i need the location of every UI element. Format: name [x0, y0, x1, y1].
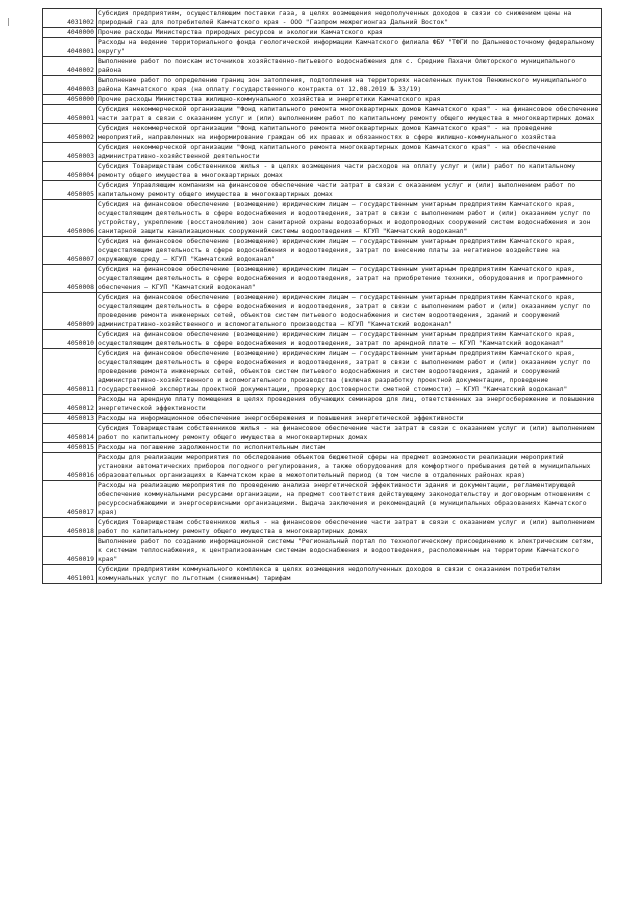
table-row [43, 443, 602, 453]
row-code: 4050008 [43, 265, 97, 293]
row-code: 4050013 [43, 414, 97, 424]
row-description: Субсидия на финансовое обеспечение (возмещение) юридическим лицам – государственным унитарным предприятиям Камчатского края, осуществляющим деятельность в сфере водоснабжения и водоотведения, затрат по арендной плате – КГУП "Камчатский водоканал" [97, 330, 602, 349]
table-body [43, 9, 602, 584]
row-description: Расходы на реализацию мероприятия по проведению анализа энергетической эффективности здания и документации, регламентирующей обеспечение коммунальными ресурсами организации, на предмет соответствия действующему законодательству и договорным отношениям с ресурсоснабжающими и энергосервисными организациями. Выдача заключения и рекомендаций (в муниципальных образованиях Камчатского края) [97, 481, 602, 518]
row-code: 4050015 [43, 443, 97, 453]
row-description: Расходы на арендную плату помещения в целях проведения обучающих семинаров для лиц, ответственных за энергосбережение и повышение энергетической эффективности [97, 395, 602, 414]
row-description: Субсидии предприятиям коммунального комплекса в целях возмещения недополученных доходов в связи с оказанием потребителям коммунальных услуг по льготным (сниженным) тарифам [97, 565, 602, 584]
table-row [43, 9, 602, 28]
row-code: 4050011 [43, 349, 97, 395]
row-description: Субсидия на финансовое обеспечение (возмещение) юридическим лицам – государственным унитарным предприятиям Камчатского края, осуществляющим деятельность в сфере водоснабжения и водоотведения, затрат по внесению платы за негативное воздействие на окружающую среду – КГУП "Камчатский водоканал" [97, 237, 602, 265]
row-code: 4050002 [43, 124, 97, 143]
row-description: Субсидия Товариществам собственников жилья - на финансовое обеспечение части затрат в связи с оказанием услуг и (или) выполнением работ по капитальному ремонту общего имущества в многоквартирных домах [97, 518, 602, 537]
table-row [43, 537, 602, 565]
row-description: Расходы на информационное обеспечение энергосбережения и повышения энергетической эффективности [97, 414, 602, 424]
table-row [43, 143, 602, 162]
row-code: 4050014 [43, 424, 97, 443]
row-description: Прочие расходы Министерства природных ресурсов и экологии Камчатского края [97, 28, 602, 38]
expense-codes-table [42, 8, 602, 584]
row-description: Субсидия предприятиям, осуществляющим поставки газа, в целях возмещения недополученных доходов в связи со снижением цены на природный газ для потребителей Камчатского края - ООО "Газпром межрегионгаз Дальний Восток" [97, 9, 602, 28]
row-description: Выполнение работ по поискам источников хозяйственно-питьевого водоснабжения для с. Средние Пахачи Олюторского муниципального района [97, 57, 602, 76]
row-description: Субсидия некоммерческой организации "Фонд капитального ремонта многоквартирных домов Камчатского края" - на обеспечение административно-хозяйственной деятельности [97, 143, 602, 162]
row-code: 4050004 [43, 162, 97, 181]
table-row [43, 38, 602, 57]
row-description: Субсидия некоммерческой организации "Фонд капитального ремонта многоквартирных домов Камчатского края" - на финансовое обеспечение части затрат в связи с оказанием услуг и (или) выполнением работ по капитальному ремонту общего имущества в многоквартирных домах [97, 105, 602, 124]
table-row [43, 237, 602, 265]
row-code: 4050019 [43, 537, 97, 565]
row-description: Выполнение работ по созданию информационной системы "Региональный портал по технологическому присоединению к электрическим сетям, к системам теплоснабжения, к централизованным системам водоснабжения и водоотведения, расположенным на территории Камчатского края" [97, 537, 602, 565]
row-code: 4050007 [43, 237, 97, 265]
table-row [43, 349, 602, 395]
row-description: Расходы на ведение территориального фонда геологической информации Камчатского филиала ФБУ "ТФГИ по Дальневосточному федеральному округу" [97, 38, 602, 57]
row-description: Субсидия некоммерческой организации "Фонд капитального ремонта многоквартирных домов Камчатского края" - на проведение мероприятий, направленных на информирование граждан об их правах и обязанностях в сфере жилищно-коммунального хозяйства [97, 124, 602, 143]
table-row [43, 181, 602, 200]
table-row [43, 330, 602, 349]
margin-mark [8, 18, 9, 26]
row-code: 4050006 [43, 200, 97, 237]
row-code: 4051001 [43, 565, 97, 584]
row-description: Выполнение работ по определению границ зон затопления, подтопления на территориях населенных пунктов Пенжинского муниципального района Камчатского края (на оплату государственного контракта от 12.08.2019 № 33/19) [97, 76, 602, 95]
row-code: 4031002 [43, 9, 97, 28]
row-code: 4050001 [43, 105, 97, 124]
row-description: Субсидия на финансовое обеспечение (возмещение) юридическим лицам – государственным унитарным предприятиям Камчатского края, осуществляющим деятельность в сфере водоснабжения и водоотведения, затрат в связи с выполнением работ и (или) оказанием услуг по проведению ремонта инженерных сетей, объектов систем питьевого водоснабжения и систем водоотведения, зданий и сооружений административно-хозяйственного и вспомогательного производства – КГУП "Камчатский водоканал" [97, 293, 602, 330]
row-description: Субсидия Управляющим компаниям на финансовое обеспечение части затрат в связи с оказанием услуг и (или) выполнением работ по капитальному ремонту общего имущества в многоквартирных домах [97, 181, 602, 200]
table-row [43, 424, 602, 443]
row-description: Расходы на погашение задолженности по исполнительным листам [97, 443, 602, 453]
row-code: 4050010 [43, 330, 97, 349]
table-row [43, 293, 602, 330]
table-row [43, 162, 602, 181]
row-code: 4050005 [43, 181, 97, 200]
row-code: 4050016 [43, 453, 97, 481]
row-description: Субсидия на финансовое обеспечение (возмещение) юридическим лицам – государственным унитарным предприятиям Камчатского края, осуществляющим деятельность в сфере водоснабжения и водоотведения, затрат на приобретение техники, оборудования и программного обеспечения – КГУП "Камчатский водоканал" [97, 265, 602, 293]
table-row [43, 265, 602, 293]
table-row [43, 414, 602, 424]
row-code: 4050012 [43, 395, 97, 414]
row-code: 4040003 [43, 76, 97, 95]
row-code: 4040002 [43, 57, 97, 76]
table-row [43, 395, 602, 414]
row-description: Субсидия на финансовое обеспечение (возмещение) юридическим лицам – государственным унитарным предприятиям Камчатского края, осуществляющим деятельность в сфере водоснабжения и водоотведения, затрат в связи с выполнением работ и (или) оказанием услуг по проведению ремонта инженерных сетей, объектов систем питьевого водоснабжения и систем водоотведения, зданий и сооружений административно-хозяйственного и вспомогательного производства (включая разработку проектной документации, проведение государственной экспертизы проектной документации, проверку достоверности сметной стоимости) – КГУП "Камчатский водоканал" [97, 349, 602, 395]
table-row [43, 124, 602, 143]
table-row [43, 57, 602, 76]
row-code: 4050018 [43, 518, 97, 537]
row-description: Субсидия Товариществам собственников жилья - на финансовое обеспечение части затрат в связи с оказанием услуг и (или) выполнением работ по капитальному ремонту общего имущества в многоквартирных домах [97, 424, 602, 443]
row-code: 4050003 [43, 143, 97, 162]
table-row [43, 518, 602, 537]
row-code: 4050009 [43, 293, 97, 330]
row-description: Субсидия на финансовое обеспечение (возмещение) юридическим лицам – государственным унитарным предприятиям Камчатского края, осуществляющим деятельность в сфере водоснабжения и водоотведения, затрат в связи с выполнением работ и (или) оказанием услуг по устройству, укреплению (восстановлению) зон санитарной охраны водозаборных и водопроводных сооружений систем водоснабжения и зон санитарной защиты канализационных сооружений системы водоотведения – КГУП "Камчатский водоканал" [97, 200, 602, 237]
row-code: 4050000 [43, 95, 97, 105]
table-row [43, 105, 602, 124]
table-row [43, 565, 602, 584]
table-row [43, 28, 602, 38]
row-code: 4040001 [43, 38, 97, 57]
row-code: 4050017 [43, 481, 97, 518]
table-row [43, 95, 602, 105]
table-row [43, 200, 602, 237]
row-description: Субсидия Товариществам собственников жилья - в целях возмещения части расходов на оплату услуг и (или) работ по капитальному ремонту общего имущества в многоквартирных домах [97, 162, 602, 181]
row-description: Прочие расходы Министерства жилищно-коммунального хозяйства и энергетики Камчатского края [97, 95, 602, 105]
table-row [43, 76, 602, 95]
row-description: Расходы для реализации мероприятия по обследованию объектов бюджетной сферы на предмет возможности реализации мероприятий установки автоматических приборов погодного регулирования, а также оборудования для комфортного пребывания детей в муниципальных образовательных организациях в Камчатском крае в межотопительный период (в том числе в отдаленных районах края) [97, 453, 602, 481]
table-row [43, 453, 602, 481]
row-code: 4040000 [43, 28, 97, 38]
table-row [43, 481, 602, 518]
